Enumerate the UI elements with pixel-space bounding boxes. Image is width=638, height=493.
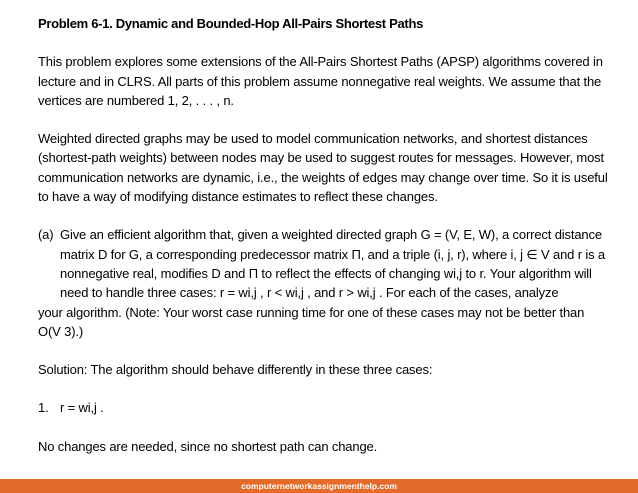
footer-bar: [0, 479, 638, 493]
case-1-text: r = wi,j .: [60, 400, 104, 416]
problem-title: Problem 6-1. Dynamic and Bounded-Hop All-Pairs Shortest Paths: [38, 16, 424, 31]
spacer: [38, 379, 610, 398]
spacer: [38, 418, 610, 437]
part-a-marker: (a): [38, 227, 54, 243]
part-a-continuation: your algorithm. (Note: Your worst case running time for one of these cases may not be better than O(V 3).): [38, 304, 585, 339]
part-a-text: Give an efficient algorithm that, given a weighted directed graph G = (V, E, W), a correct distance matrix D for G, a corresponding predecessor matrix Π, and a triple (i, j, r), where i, j ∈ V and r is a nonnegative real, modifies D and Π to reflect the effects of changing wi,j to r. Your algorithm will need to handle three cases: r = wi,j , r < wi,j , and r > wi,j . For each of the cases, analyze: [60, 227, 605, 301]
intro-paragraph: This problem explores some extensions of the All-Pairs Shortest Paths (APSP) algorithms covered in lecture and in CLRS. All parts of this problem assume nonnegative real weights. We assume that the vertices are numbered 1, 2, . . . , n.: [38, 54, 603, 108]
document-content: [38, 14, 610, 456]
case-1-answer: No changes are needed, since no shortest path can change.: [38, 438, 378, 454]
spacer: [38, 206, 610, 225]
case-1-item: [38, 398, 610, 417]
part-a-item: [38, 225, 610, 302]
spacer: [38, 33, 610, 52]
spacer: [38, 341, 610, 360]
motivation-paragraph: Weighted directed graphs may be used to model communication networks, and shortest distances (shortest-path weights) between nodes may be used to suggest routes for messages. However, most communication networks are dynamic, i.e., the weights of edges may change over time. So it is useful to have a way of modifying distance estimates to reflect these changes.: [38, 131, 608, 205]
solution-paragraph: Solution: The algorithm should behave differently in these three cases:: [38, 362, 433, 378]
case-1-marker: 1.: [38, 400, 49, 416]
footer-website-text: computernetworkassignmenthelp.com: [241, 481, 397, 491]
spacer: [38, 110, 610, 129]
